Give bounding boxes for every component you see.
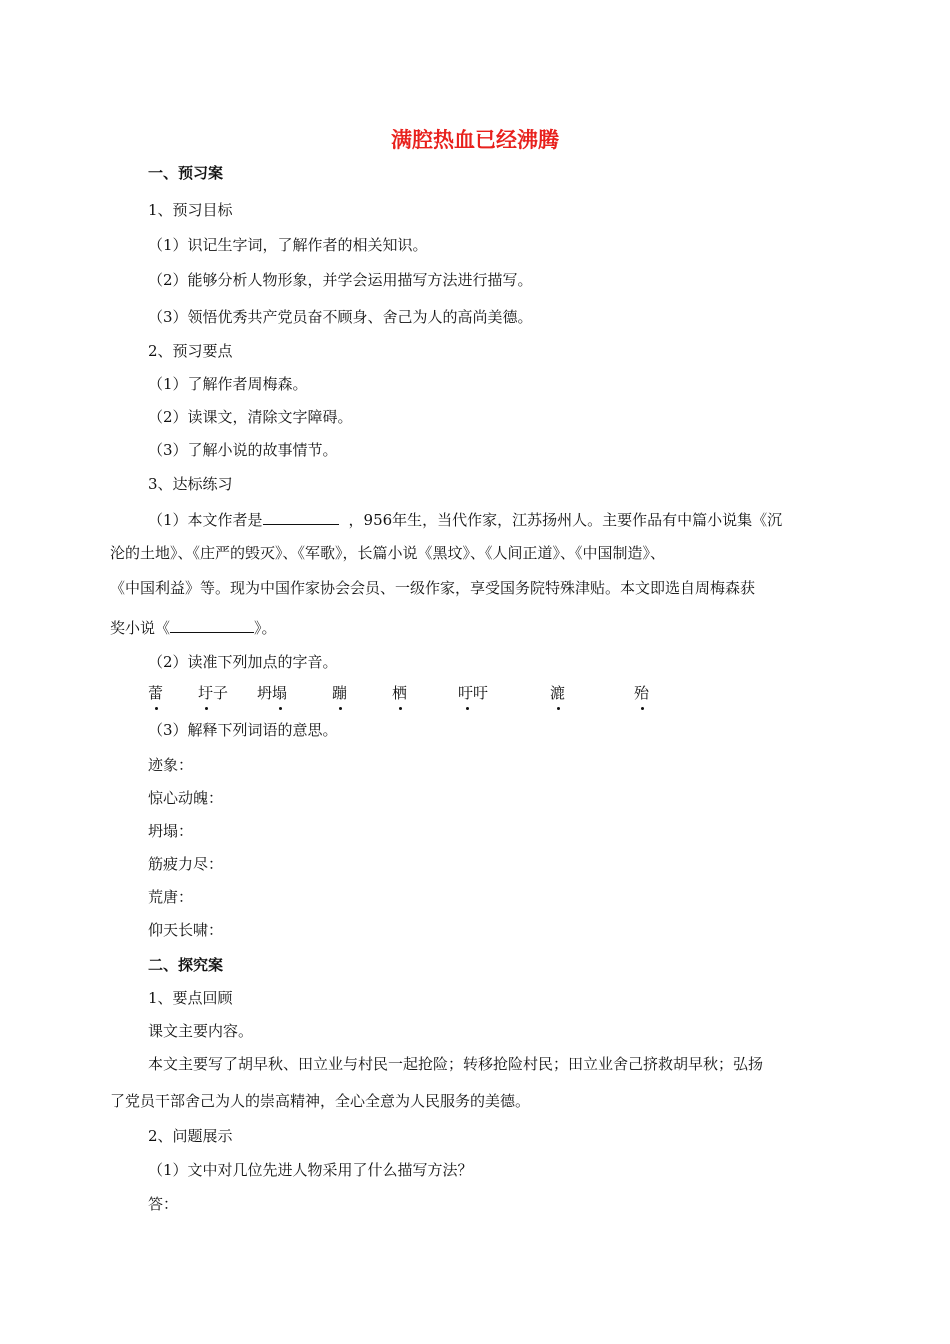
emphasis-dot-icon (557, 707, 560, 710)
pron-word: 坍塌 (257, 683, 287, 703)
emphasis-dot-icon (399, 707, 402, 710)
review-label: 课文主要内容。 (148, 1022, 254, 1040)
author-answer-blank[interactable] (263, 508, 339, 525)
exercise-1-line-1 (148, 508, 782, 530)
emphasis-dot-icon (466, 707, 469, 710)
goal-item-2: （2）能够分析人物形象，并学会运用描写方法进行描写。 (148, 271, 533, 289)
subheading-goals: 1、预习目标 (148, 201, 233, 219)
pron-word: 吁吁 (458, 683, 488, 703)
subheading-review: 1、要点回顾 (148, 989, 233, 1007)
exercise-1-suffix: ，956年生，当代作家，江苏扬州人。主要作品有中篇小说集《沉 (348, 511, 783, 529)
pron-word: 圩子 (198, 683, 228, 703)
term-item: 荒唐： (148, 888, 194, 906)
document-title: 满腔热血已经沸腾 (391, 128, 559, 152)
pron-word: 蕾 (148, 683, 163, 703)
term-item: 迹象： (148, 756, 194, 774)
section-heading-inquiry: 二、探究案 (148, 956, 224, 974)
term-item: 坍塌： (148, 822, 194, 840)
term-item: 筋疲力尽： (148, 855, 224, 873)
exercise-1-line-4-prefix: 奖小说《 (110, 619, 171, 637)
answer-label: 答： (148, 1195, 179, 1213)
term-item: 惊心动魄： (148, 789, 224, 807)
pron-word: 殆 (634, 683, 649, 703)
question-1: （1）文中对几位先进人物采用了什么描写方法？ (148, 1161, 473, 1179)
review-paragraph-line-1: 本文主要写了胡早秋、田立业与村民一起抢险；转移抢险村民；田立业舍己挤救胡早秋；弘扬 (148, 1055, 764, 1073)
exercise-3-prompt: （3）解释下列词语的意思。 (148, 721, 338, 739)
exercise-1-prefix: （1）本文作者是 (148, 511, 263, 529)
pron-word: 栖 (392, 683, 407, 703)
goal-item-3: （3）领悟优秀共产党员奋不顾身、舍己为人的高尚美德。 (148, 308, 533, 326)
emphasis-dot-icon (279, 707, 282, 710)
exercise-1-line-4-suffix: 》。 (254, 619, 277, 637)
subheading-questions: 2、问题展示 (148, 1127, 233, 1145)
term-item: 仰天长啸： (148, 921, 224, 939)
exercise-1-line-3: 《中国利益》等。现为中国作家协会会员、一级作家，享受国务院特殊津贴。本文即选自周梅森获 (110, 579, 756, 597)
pron-word: 蹦 (332, 683, 347, 703)
exercise-1-line-4 (110, 616, 277, 638)
exercise-2-prompt: （2）读准下列加点的字音。 (148, 653, 338, 671)
emphasis-dot-icon (641, 707, 644, 710)
pron-word: 漉 (550, 683, 565, 703)
section-heading-preview: 一、预习案 (148, 164, 224, 182)
emphasis-dot-icon (339, 707, 342, 710)
subheading-key-points: 2、预习要点 (148, 342, 233, 360)
key-point-1: （1）了解作者周梅森。 (148, 375, 308, 393)
goal-item-1: （1）识记生字词，了解作者的相关知识。 (148, 236, 428, 254)
subheading-exercises: 3、达标练习 (148, 475, 233, 493)
emphasis-dot-icon (155, 707, 158, 710)
emphasis-dot-icon (205, 707, 208, 710)
key-point-3: （3）了解小说的故事情节。 (148, 441, 338, 459)
review-paragraph-line-2: 了党员干部舍己为人的崇高精神，全心全意为人民服务的美德。 (110, 1092, 531, 1110)
key-point-2: （2）读课文，清除文字障碍。 (148, 408, 353, 426)
exercise-1-line-2: 沦的土地》、《庄严的毁灭》、《军歌》，长篇小说《黑坟》、《人间正道》、《中国制造》、 (110, 544, 666, 562)
novel-answer-blank[interactable] (170, 616, 254, 633)
